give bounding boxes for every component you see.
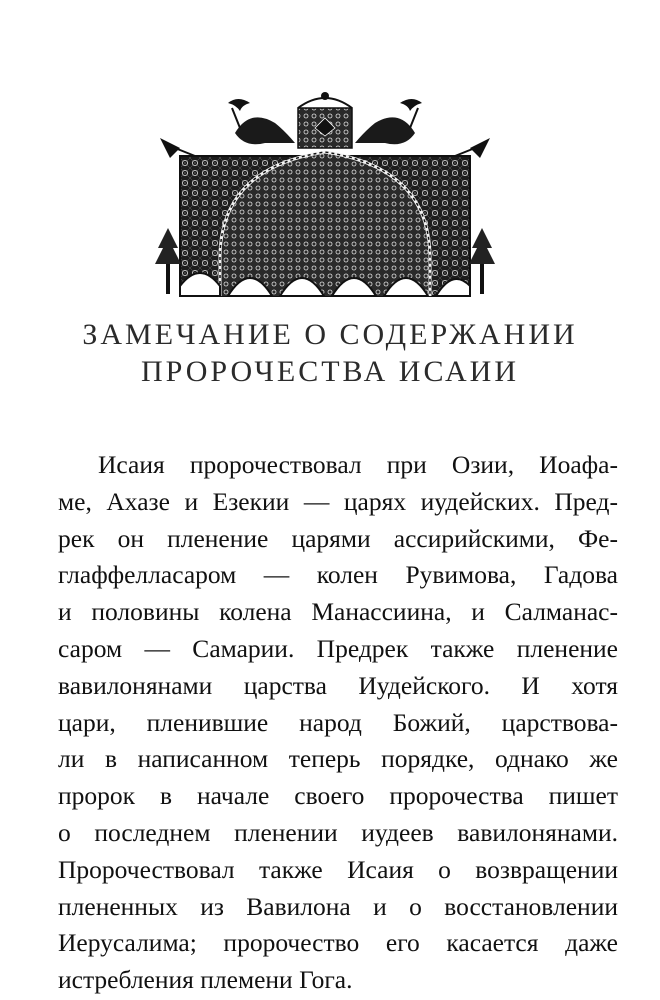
chapter-title-line-2: ПРОРОЧЕСТВА ИСАИИ: [141, 355, 519, 388]
text-line: вавилонянами царства Иудейского. И хотя: [58, 670, 618, 700]
bird-left-icon: [232, 108, 295, 144]
flying-bird-right-icon: [400, 99, 422, 111]
body-paragraph: [58, 447, 618, 999]
text-line: цари, пленившие народ Божий, царствова-: [58, 707, 618, 737]
chapter-title: [40, 316, 620, 390]
text-line: плененных из Вавилона и о восстановлении: [58, 891, 618, 921]
text-line: ли в написанном теперь порядке, однако же: [58, 744, 618, 774]
text-line: саром — Самарии. Предрек также пленение: [58, 633, 618, 663]
text-line: о последнем пленении иудеев вавилонянами.: [58, 817, 618, 847]
text-line: Пророчествовал также Исаия о возвращении: [58, 854, 618, 884]
text-line: Исаия пророчествовал при Озии, Иоафа-: [98, 450, 618, 479]
text-line: пророк в начале своего пророчества пишет: [58, 781, 618, 811]
text-line: Иерусалима; пророчество его касается даже: [58, 928, 618, 958]
text-line: рек он пленение царями ассирийскими, Фе-: [58, 523, 618, 553]
tree-left-icon: [155, 228, 181, 294]
text-line: истребления племени Гога.: [58, 965, 353, 995]
chapter-title-line-1: ЗАМЕЧАНИЕ О СОДЕРЖАНИИ: [82, 318, 578, 351]
crown-ornament: [298, 92, 352, 148]
headpiece-ornament: [150, 88, 500, 308]
ornate-panel: [180, 152, 470, 296]
bird-right-icon: [355, 108, 418, 144]
text-line: и половины колена Манассиина, и Салманас-: [58, 597, 618, 627]
flying-bird-left-icon: [228, 99, 250, 111]
tree-right-icon: [469, 228, 495, 294]
text-line: глаффелласаром — колен Рувимова, Гадова: [58, 560, 618, 590]
text-line: ме, Ахазе и Езекии — царях иудейских. Пред-: [58, 486, 618, 516]
